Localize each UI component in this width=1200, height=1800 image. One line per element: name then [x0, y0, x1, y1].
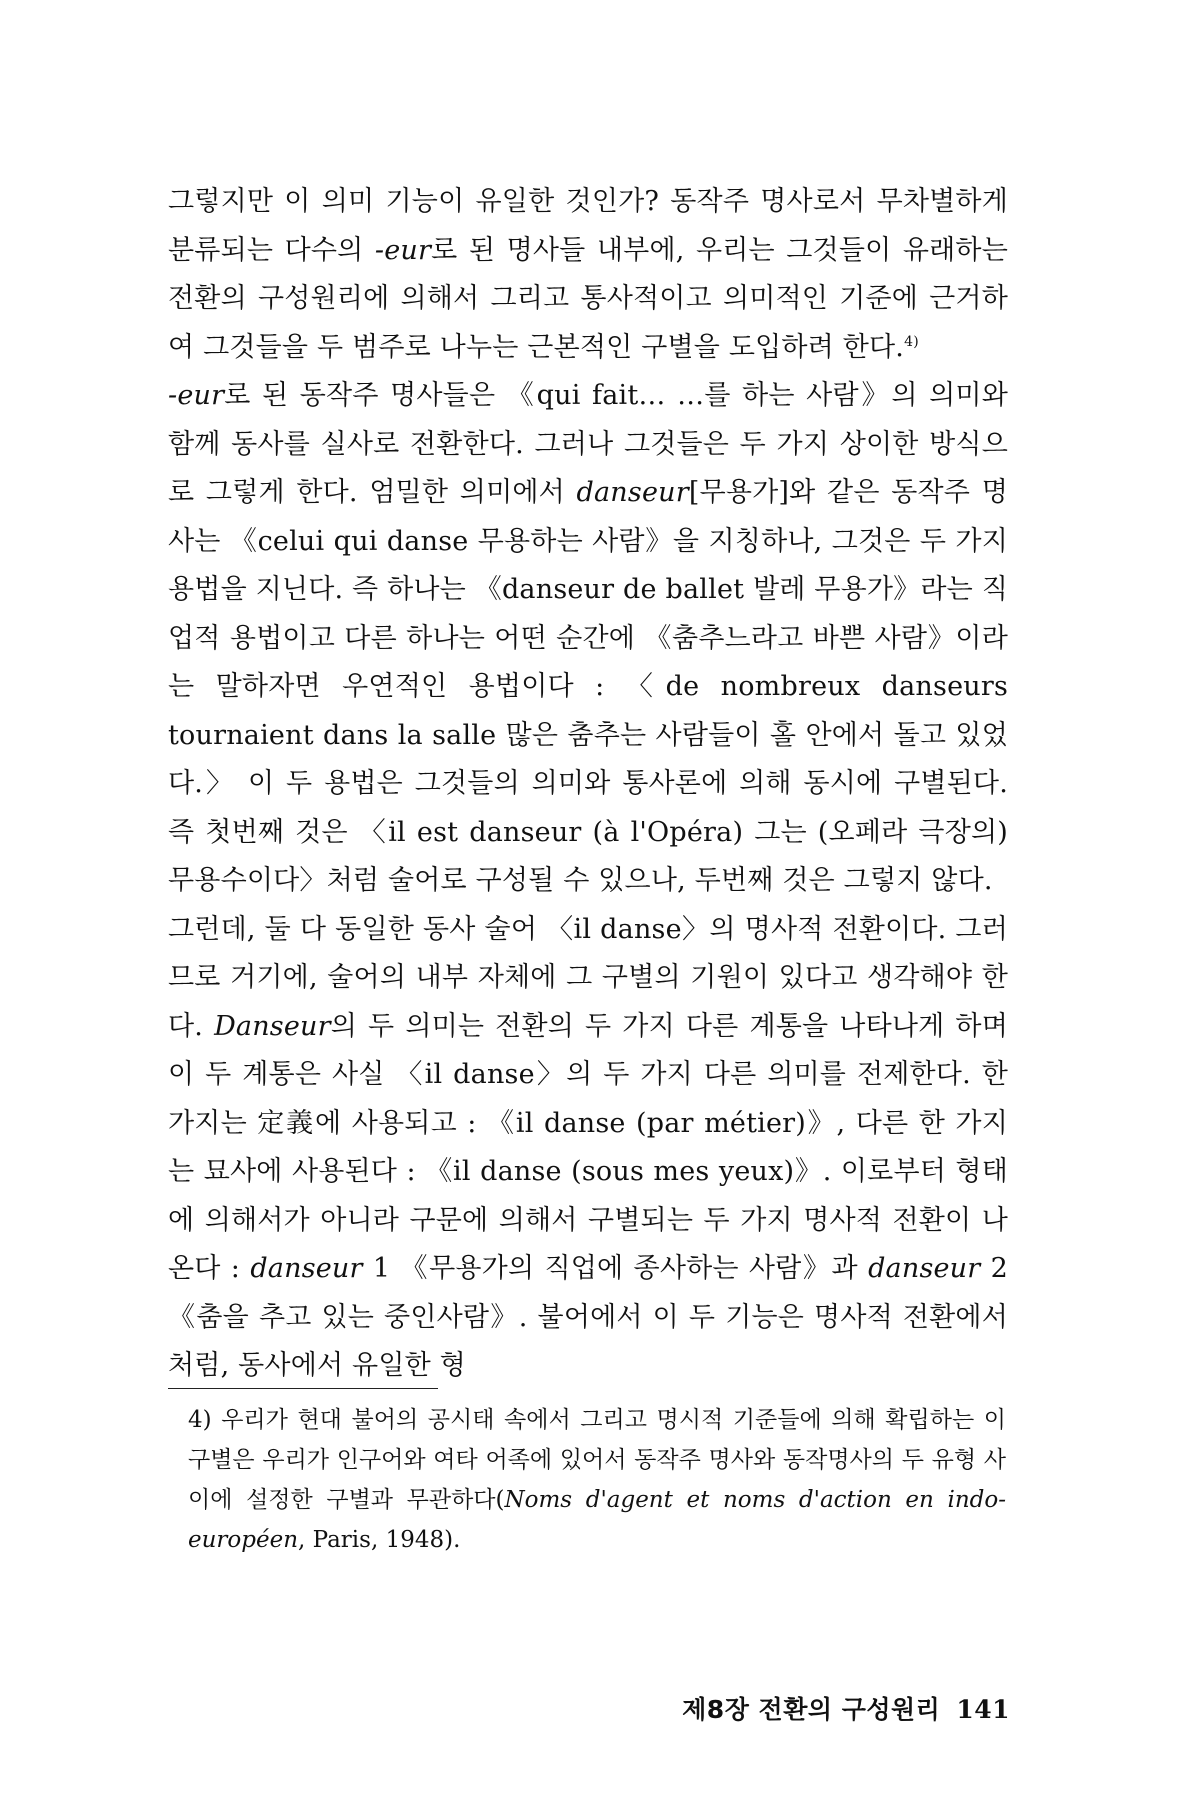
footnote-divider	[168, 1388, 438, 1389]
paragraph-2	[168, 372, 1008, 906]
italic-term: danseur	[250, 1253, 363, 1284]
italic-term: -eur	[374, 234, 432, 266]
footnote-ref: 4)	[904, 333, 919, 350]
text-run: 2 《춤을 추고 있는 중인사람》. 불어에서 이 두 기능은 명사적 전환에서처럼, 동사에서 유일한 형	[168, 1253, 1008, 1381]
italic-term: danseur	[868, 1253, 981, 1284]
page-footer	[640, 1690, 1010, 1726]
body-text	[168, 178, 1008, 1391]
text-run: 그렇지만 이 의미 기능이 유일한 것인가? 동작주 명사로서 무차별하게 분류되는 다수의	[168, 186, 1008, 266]
footnote	[188, 1400, 1006, 1560]
italic-term: -eur	[168, 380, 225, 411]
text-run: 그런데, 둘 다 동일한 동사 술어 〈il danse〉의 명사적 전환이다. 그러므로 거기에, 술어의 내부 자체에 그 구별의 기원이 있다고 생각해야 한다.	[168, 913, 1008, 1042]
paragraph-1	[168, 178, 1008, 372]
text-run: , Paris, 1948).	[298, 1527, 461, 1553]
text-run: 4) 우리가 현대 불어의 공시태 속에서 그리고 명시적 기준들에 의해 확립하는 이 구별은 우리가 인구어와 여타 어족에 있어서 동작주 명사와 동작명사의 두 유형 사이에 설정한 구별과 무관하다(	[188, 1407, 1006, 1513]
running-footer-chapter: 제8장 전환의 구성원리	[682, 1695, 941, 1724]
page-number: 141	[956, 1695, 1010, 1724]
text-run: 1 《무용가의 직업에 종사하는 사람》과	[362, 1253, 869, 1284]
italic-term: Noms d'agent et noms d'action en indo-européen	[188, 1487, 1006, 1553]
italic-term: Danseur	[214, 1010, 331, 1042]
italic-term: danseur	[576, 477, 689, 508]
text-run: 의 두 의미는 전환의 두 가지 다른 계통을 나타나게 하며 이 두 계통은 사실 〈il danse〉의 두 가지 다른 의미를 전제한다. 한 가지는 定義에 사용되고 : 《il danse (par métier)》, 다른 한 가지는 묘사에 사용된다 : 《il danse (sous mes yeux)》. 이로부터 형태에 의해서가 아니라 구문에 의해서 구별되는 두 가지 명사적 전환이 나온다 :	[168, 1010, 1008, 1284]
text-run: 로 된 동작주 명사들은 《qui fait… …를 하는 사람》의 의미와 함께 동사를 실사로 전환한다. 그러나 그것들은 두 가지 상이한 방식으로 그렇게 한다. 엄밀한 의미에서	[168, 380, 1008, 508]
text-run: 로 된 명사들 내부에, 우리는 그것들이 유래하는 전환의 구성원리에 의해서 그리고 통사적이고 의미적인 기준에 근거하여 그것들을 두 범주로 나누는 근본적인 구별을 도입하려 한다.	[168, 234, 1008, 363]
text-run: [무용가]와 같은 동작주 명사는 《celui qui danse 무용하는 사람》을 지칭하나, 그것은 두 가지 용법을 지닌다. 즉 하나는 《danseur de ballet 발레 무용가》라는 직업적 용법이고 다른 하나는 어떤 순간에 《춤추느라고 바쁜 사람》이라는 말하자면 우연적인 용법이다 : 〈de nombreux danseurs tournaient dans la salle 많은 춤추는 사람들이 홀 안에서 돌고 있었다.〉 이 두 용법은 그것들의 의미와 통사론에 의해 동시에 구별된다. 즉 첫번째 것은 〈il est danseur (à l'Opéra) 그는 (오페라 극장의) 무용수이다〉처럼 술어로 구성될 수 있으나, 두번째 것은 그렇지 않다.	[168, 477, 1008, 896]
paragraph-3	[168, 906, 1008, 1391]
